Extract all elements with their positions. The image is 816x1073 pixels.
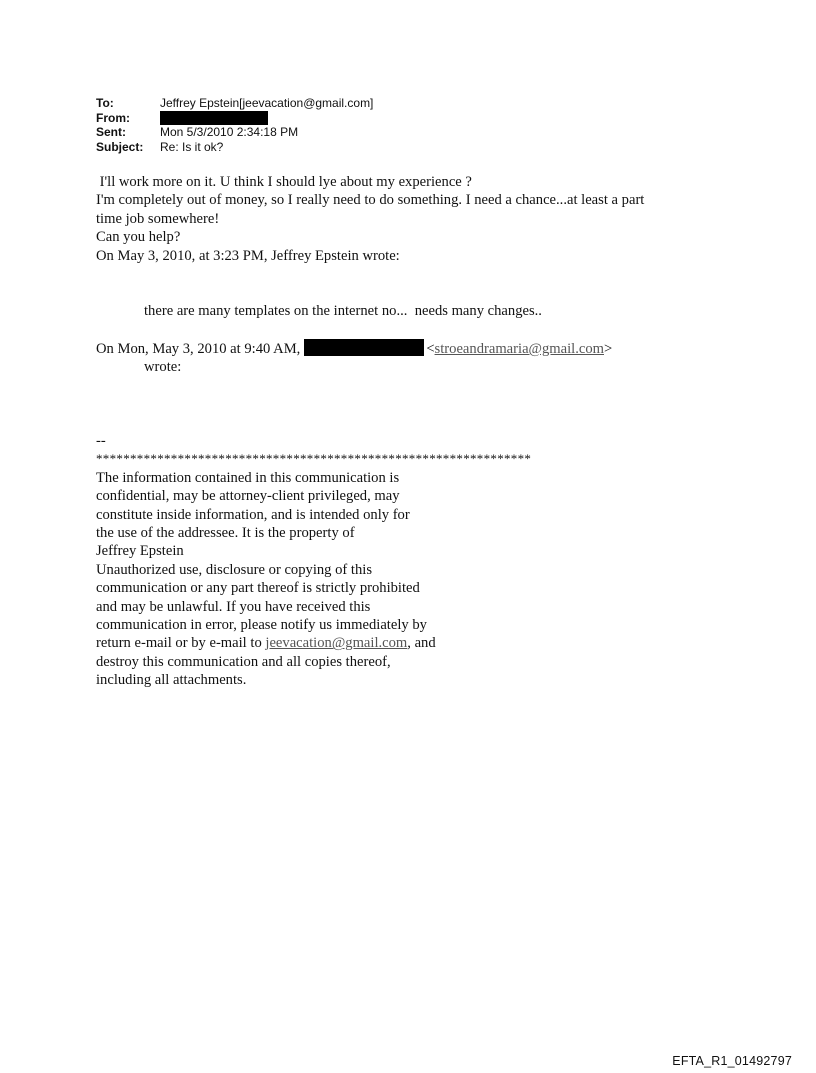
message-line: On May 3, 2010, at 3:23 PM, Jeffrey Epstein wrote: — [96, 247, 400, 264]
message-line: I'll work more on it. U think I should lye about my experience ? — [96, 174, 472, 190]
redacted-name — [304, 339, 424, 356]
disclaimer-return-line — [96, 634, 531, 652]
stars-divider: **************************************************************** — [96, 451, 532, 467]
disclaimer-line: communication or any part thereof is strictly prohibited — [96, 580, 420, 597]
message-line: I'm completely out of money, so I really need to do something. I need a chance...at least a part — [96, 192, 645, 209]
subject-label: Subject: — [96, 139, 144, 154]
quote-attribution — [96, 339, 612, 377]
return-prefix: return e-mail or by e-mail to — [96, 635, 266, 652]
disclaimer-line: communication in error, please notify us immediately by — [96, 617, 427, 634]
close-bracket: > — [604, 341, 613, 357]
message-body — [96, 173, 644, 265]
disclaimer-line: and may be unlawful. If you have received this — [96, 598, 371, 615]
disclaimer-line: Jeffrey Epstein — [96, 543, 184, 560]
sent-value: Mon 5/3/2010 2:34:18 PM — [160, 125, 299, 139]
quoted-reply: there are many templates on the internet no... needs many changes.. — [144, 303, 542, 319]
signature-dashes: -- — [96, 433, 106, 449]
message-line: Can you help? — [96, 229, 181, 246]
quote-line — [96, 339, 612, 358]
quote-prefix: On Mon, May 3, 2010 at 9:40 AM, — [96, 341, 301, 357]
from-label: From: — [96, 110, 130, 125]
header-subject-row — [96, 140, 373, 155]
return-suffix: , and — [407, 635, 436, 652]
to-label: To: — [96, 96, 114, 110]
disclaimer-line: The information contained in this communication is — [96, 469, 400, 486]
open-bracket: < — [426, 341, 435, 357]
header-from-row — [96, 111, 373, 126]
to-value: Jeffrey Epstein[jeevacation@gmail.com] — [160, 96, 374, 110]
redacted-sender — [160, 111, 268, 125]
header-sent-row — [96, 125, 373, 140]
message-line: time job somewhere! — [96, 210, 220, 227]
disclaimer — [96, 432, 531, 690]
sender-email-link[interactable]: stroeandramaria@gmail.com — [434, 341, 604, 357]
disclaimer-line: including all attachments. — [96, 672, 247, 689]
disclaimer-email-link[interactable]: jeevacation@gmail.com — [265, 635, 408, 652]
disclaimer-line: Unauthorized use, disclosure or copying of this — [96, 561, 373, 578]
email-header — [96, 96, 373, 154]
document-id: EFTA_R1_01492797 — [672, 1054, 792, 1068]
subject-value: Re: Is it ok? — [160, 139, 224, 154]
header-to-row — [96, 96, 373, 111]
sent-label: Sent: — [96, 125, 126, 139]
disclaimer-line: the use of the addressee. It is the property of — [96, 525, 355, 542]
quote-wrote: wrote: — [144, 359, 182, 376]
disclaimer-line: destroy this communication and all copies thereof, — [96, 653, 391, 670]
disclaimer-line: confidential, may be attorney-client privileged, may — [96, 488, 400, 505]
disclaimer-line: constitute inside information, and is intended only for — [96, 506, 410, 523]
